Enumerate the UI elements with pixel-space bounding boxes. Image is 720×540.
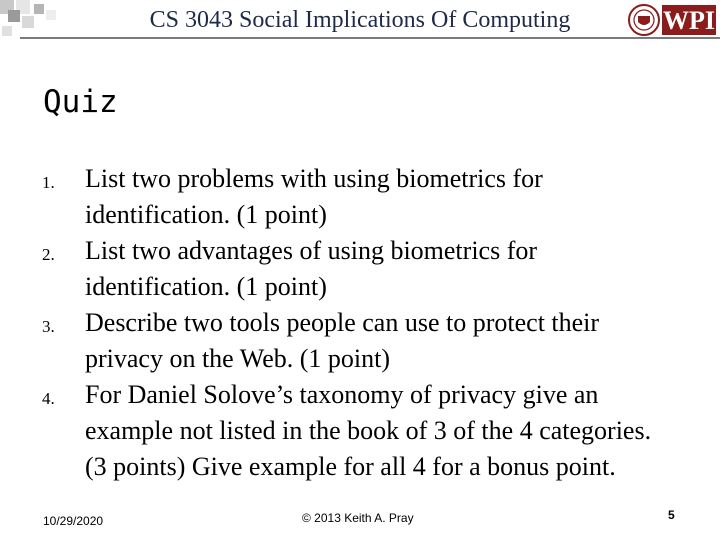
- logo-text: WPI: [663, 6, 715, 35]
- footer-date: 10/29/2020: [43, 514, 104, 528]
- wpi-seal-icon: [629, 5, 659, 35]
- question-text: List two advantages of using biometrics for identification. (1 point): [85, 236, 538, 301]
- header-title: CS 3043 Social Implications Of Computing: [149, 7, 571, 33]
- slide-title: Quiz: [43, 84, 118, 120]
- question-number: 3.: [42, 317, 55, 336]
- header-divider: [20, 37, 720, 39]
- question-text: List two problems with using biometrics for identification. (1 point): [85, 164, 543, 229]
- footer-copyright: © 2013 Keith A. Pray: [302, 511, 414, 525]
- question-number: 1.: [42, 173, 55, 192]
- question-item: [0, 161, 660, 233]
- question-number: 2.: [42, 245, 55, 264]
- question-text: For Daniel Solove’s taxonomy of privacy give an example not listed in the book of 3 of the 4 categories. (3 points) Give example for all 4 for a bonus point.: [85, 380, 652, 481]
- question-item: [0, 377, 660, 485]
- question-text: Describe two tools people can use to protect their privacy on the Web. (1 point): [85, 308, 600, 373]
- question-item: [0, 305, 660, 377]
- page-number: 5: [668, 508, 675, 522]
- question-list: [0, 161, 720, 485]
- question-number: 4.: [42, 389, 55, 408]
- question-item: [0, 233, 660, 305]
- wpi-logo: [628, 3, 718, 37]
